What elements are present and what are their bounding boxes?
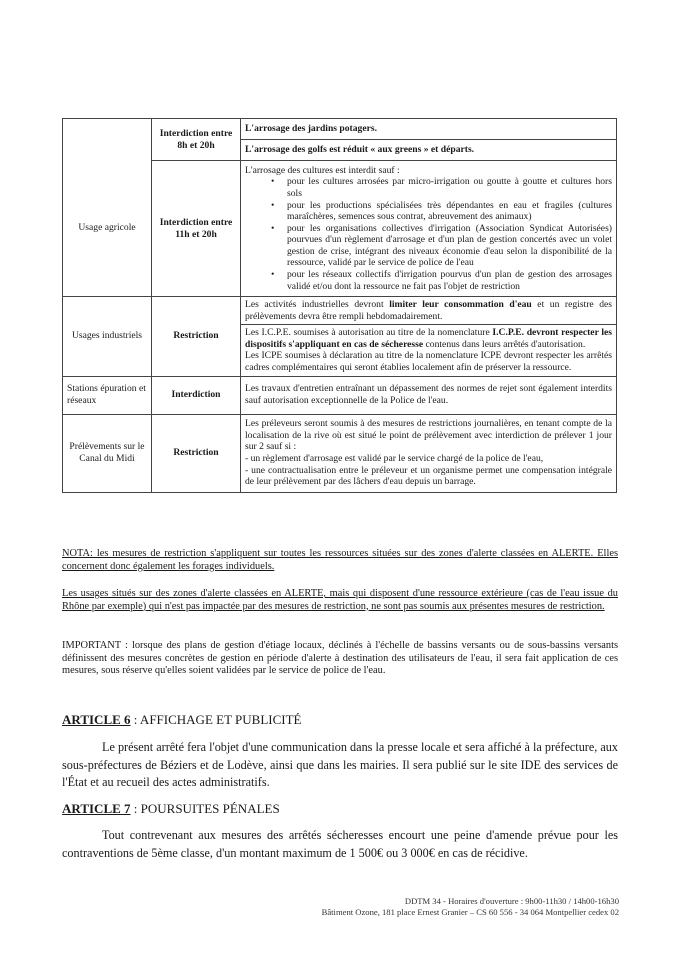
article-6-body: Le présent arrêté fera l'objet d'une communication dans la presse locale et sera affiché à la préfecture, aux sous-préfectures de Béziers et de Lodève, ainsi que dans les mairies. Il sera publié sur le site IDE des services de l'État et au recueil des actes administratifs. <box>62 740 618 789</box>
desc-paragraph: - une contractualisation entre le préleveur et un organisme permet une compensation intégrale de leur prélèvement par des lâchers d'eau depuis un barrage. <box>245 464 612 488</box>
desc-text: L'arrosage des jardins potagers. <box>245 123 377 135</box>
article-7-label: ARTICLE 7 <box>62 801 131 816</box>
desc-cell <box>241 414 617 492</box>
measure-cell: Interdiction <box>152 376 241 414</box>
desc-cell <box>241 140 617 161</box>
article-7-body: Tout contrevenant aux mesures des arrêtés sécheresses encourt une peine d'amende prévue pour les contraventions de 5ème classe, d'un montant maximum de 1 500€ ou 3 000€ en cas de récidive. <box>62 828 618 860</box>
measure-cell: Restriction <box>152 297 241 377</box>
desc-paragraph <box>245 327 612 350</box>
article-6-heading <box>62 712 301 727</box>
important-paragraph: IMPORTANT : lorsque des plans de gestion d'étiage locaux, déclinés à l'échelle de bassins versants ou de sous-bassins versants définissent des mesures concrètes de gestion en période d'alerte à destination des utilisateurs de l'eau, il sera fait application de ces mesures, sous réserve qu'elles soient validées par le service de police de l'eau. <box>62 640 618 677</box>
desc-text: contenus dans leurs arrêtés d'autorisation. <box>423 338 586 350</box>
restriction-table <box>62 118 617 493</box>
footer-line: Bâtiment Ozone, 181 place Ernest Granier – CS 60 556 - 34 064 Montpellier cedex 02 <box>321 907 619 917</box>
usages-paragraph: Les usages situés sur des zones d'alerte classées en ALERTE, mais qui disposent d'une ressource extérieure (cas de l'eau issue du Rhône par exemple) qui n'est pas impactée par des mesures de restriction, ne sont pas soumis aux présentes mesures de restriction. <box>62 588 618 612</box>
usage-cell <box>63 119 152 297</box>
article-6-label: ARTICLE 6 <box>62 712 131 727</box>
desc-bold: limiter leur consommation d'eau <box>389 299 532 310</box>
footer-line: DDTM 34 - Horaires d'ouverture : 9h00-11h30 / 14h00-16h30 <box>404 896 619 906</box>
usage-agricole-label: Usage agricole <box>78 222 136 233</box>
bullet-list <box>245 176 612 292</box>
usage-cell: Prélèvements sur le Canal du Midi <box>63 414 152 492</box>
desc-cell <box>241 325 617 376</box>
desc-paragraph: Les préleveurs seront soumis à des mesures de restrictions journalières, en tenant compte de la localisation de la rive où est situé le point de prélèvement avec interdiction de prélever 1 jour sur 2 sauf si : <box>245 418 612 453</box>
desc-text: Les activités industrielles devront <box>245 299 390 310</box>
desc-text: Les I.C.P.E. soumises à autorisation au titre de la nomenclature <box>245 327 493 339</box>
usage-cell: Stations épuration et réseaux <box>63 376 152 414</box>
measure-cell: Interdiction entre 11h et 20h <box>152 161 241 297</box>
table-row <box>63 414 617 492</box>
list-item: • pour les cultures arrosées par micro-irrigation ou goutte à goutte et cultures hors sols <box>287 176 612 199</box>
nota-paragraph: NOTA: les mesures de restriction s'appliquent sur toutes les ressources situées sur des zones d'alerte classées en ALERTE. Elles concernent donc également les forages individuels. <box>62 548 618 572</box>
desc-cell: Les travaux d'entretien entraînant un dépassement des normes de rejet sont également interdits sauf autorisation exceptionnelle de la Police de l'eau. <box>241 376 617 414</box>
article-7-title: : POURSUITES PÉNALES <box>130 801 280 816</box>
desc-paragraph: - un règlement d'arrosage est validé par le service chargé de la police de l'eau, <box>245 453 544 465</box>
desc-cell <box>241 161 617 297</box>
article-6-title: : AFFICHAGE ET PUBLICITÉ <box>130 712 302 727</box>
desc-bold: I.C.P.E. devront respecter les dispositifs s'appliquant en cas de sécheresse <box>245 327 612 350</box>
desc-cell <box>241 297 617 325</box>
footer <box>322 896 619 918</box>
desc-intro: L'arrosage des cultures est interdit sauf : <box>245 164 400 176</box>
usage-cell: Usages industriels <box>63 297 152 377</box>
desc-text: L'arrosage des golfs est réduit « aux greens » et départs. <box>245 144 475 156</box>
list-item: • pour les productions spécialisées très dépendantes en eau et fragiles (cultures maraîchères, semences sous contrat, abreuvement des animaux) <box>287 200 612 223</box>
desc-text: et un registre des prélèvements devra être rempli hebdomadairement. <box>245 299 612 322</box>
list-item: • pour les organisations collectives d'irrigation (Association Syndicat Autorisées) pourvues d'un règlement d'arrosage et d'un plan de gestion concertés avec un volet gestion de crise, intégrant des niveaux économie d'eau selon la disponibilité de la ressource, validé par le service de police de l'eau <box>287 223 612 269</box>
table-row <box>63 376 617 414</box>
measure-cell: Restriction <box>152 414 241 492</box>
table-row <box>63 119 617 140</box>
article-7-heading <box>62 801 280 816</box>
desc-paragraph: Les ICPE soumises à déclaration au titre de la nomenclature ICPE devront respecter les arrêtés cadres complémentaires qui seront établies localement afin de préserver la ressource. <box>245 350 612 373</box>
table-row <box>63 297 617 325</box>
list-item: • pour les réseaux collectifs d'irrigation pourvus d'un plan de gestion des arrosages validé et/ou dont la ressource ne fait pas l'objet de restriction <box>287 269 612 292</box>
desc-cell <box>241 119 617 140</box>
measure-cell: Interdiction entre 8h et 20h <box>152 119 241 161</box>
